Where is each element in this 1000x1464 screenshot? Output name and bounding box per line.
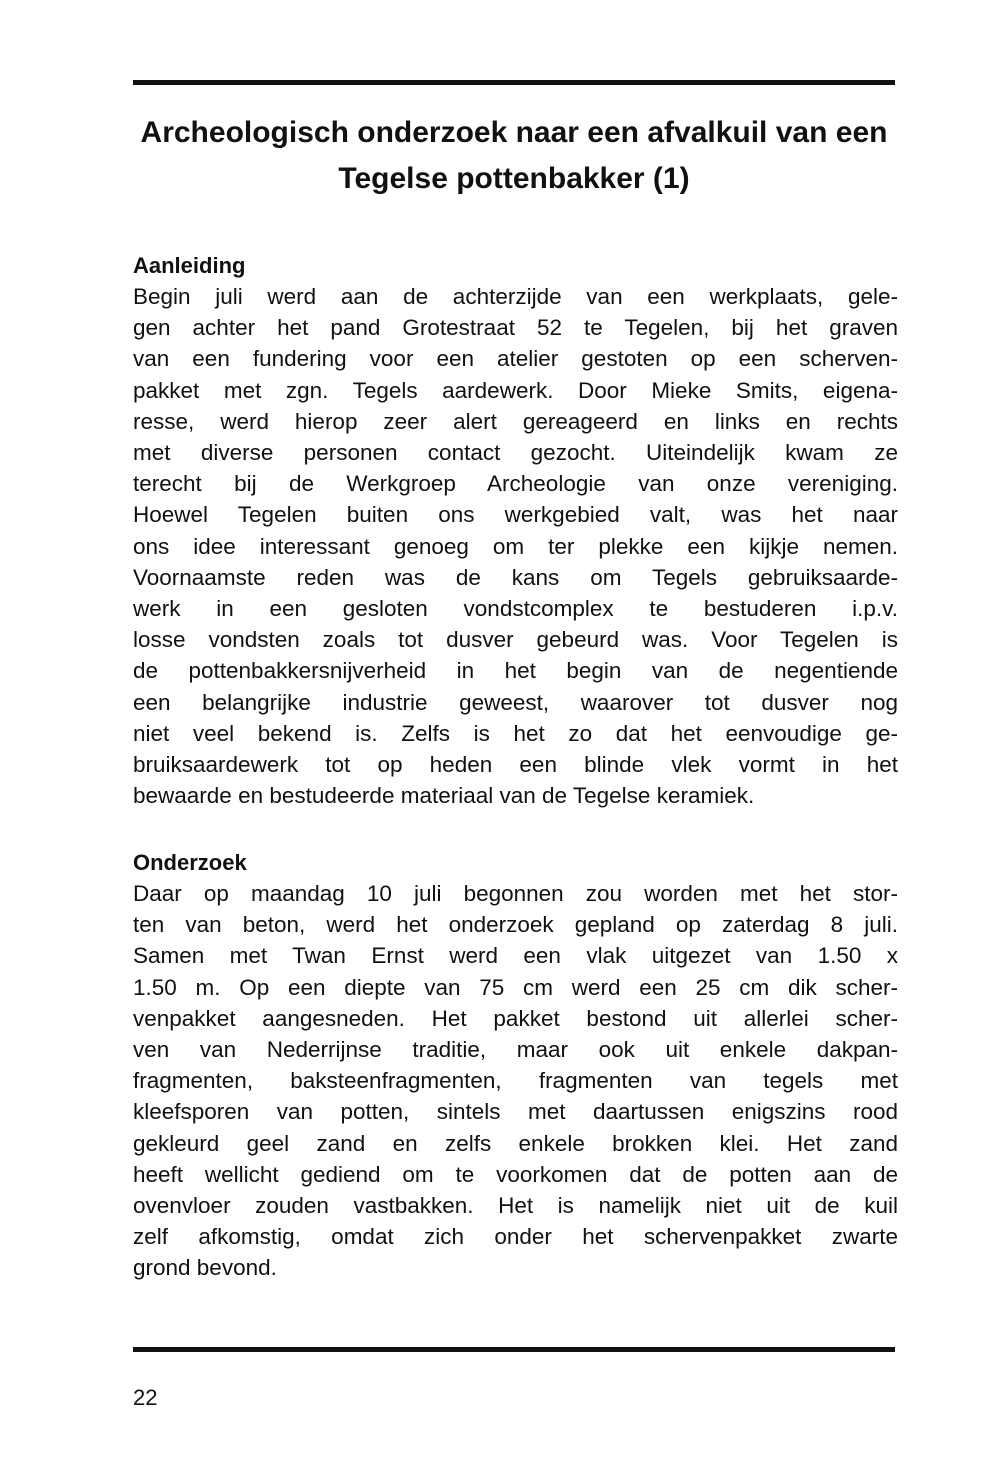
- text-line: gen achter het pand Grotestraat 52 te Tegelen, bij het graven: [133, 315, 898, 341]
- text-line: Begin juli werd aan de achterzijde van een werkplaats, gele-: [133, 284, 898, 309]
- text-line: ten van beton, werd het onderzoek gepland op zaterdag 8 juli.: [133, 912, 898, 938]
- text-line: venpakket aangesneden. Het pakket bestond uit allerlei scher-: [133, 1005, 898, 1031]
- text-line: een belangrijke industrie geweest, waarover tot dusver nog: [133, 689, 898, 715]
- top-rule: [133, 80, 895, 85]
- text-line: niet veel bekend is. Zelfs is het zo dat het eenvoudige ge-: [133, 720, 898, 746]
- text-line: Voornaamste reden was de kans om Tegels gebruiksaarde-: [133, 564, 898, 590]
- text-line: ovenvloer zouden vastbakken. Het is namelijk niet uit de kuil: [133, 1193, 898, 1219]
- text-line: Daar op maandag 10 juli begonnen zou worden met het stor-: [133, 881, 898, 906]
- text-line: 1.50 m. Op een diepte van 75 cm werd een 25 cm dik scher-: [133, 974, 898, 1000]
- section-heading: Onderzoek: [133, 850, 247, 875]
- text-line: bewaarde en bestudeerde materiaal van de Tegelse keramiek.: [133, 783, 755, 809]
- text-line: grond bevond.: [133, 1255, 277, 1281]
- text-line: ons idee interessant genoeg om ter plekke een kijkje nemen.: [133, 533, 898, 559]
- section-aanleiding: [133, 250, 898, 811]
- title-line: Tegelse pottenbakker (1): [338, 162, 690, 195]
- text-line: zelf afkomstig, omdat zich onder het schervenpakket zwarte: [133, 1224, 898, 1250]
- text-line: bruiksaardewerk tot op heden een blinde vlek vormt in het: [133, 752, 898, 778]
- title-line: Archeologisch onderzoek naar een afvalkuil van een: [140, 116, 888, 149]
- article-title: [133, 110, 895, 202]
- text-line: ven van Nederrijnse traditie, maar ook uit enkele dakpan-: [133, 1037, 898, 1063]
- text-line: losse vondsten zoals tot dusver gebeurd was. Voor Tegelen is: [133, 627, 898, 653]
- text-line: met diverse personen contact gezocht. Uiteindelijk kwam ze: [133, 440, 898, 466]
- text-line: kleefsporen van potten, sintels met daartussen enigszins rood: [133, 1099, 898, 1125]
- bottom-rule: [133, 1347, 895, 1352]
- section-onderzoek: [133, 847, 898, 1284]
- text-line: van een fundering voor een atelier gestoten op een scherven-: [133, 346, 898, 372]
- page-number: 22: [133, 1385, 158, 1410]
- text-line: resse, werd hierop zeer alert gereageerd en links en rechts: [133, 408, 898, 434]
- text-line: de pottenbakkersnijverheid in het begin van de negentiende: [133, 658, 898, 684]
- text-line: gekleurd geel zand en zelfs enkele brokken klei. Het zand: [133, 1130, 898, 1156]
- text-line: pakket met zgn. Tegels aardewerk. Door Mieke Smits, eigena-: [133, 377, 898, 403]
- text-line: terecht bij de Werkgroep Archeologie van onze vereniging.: [133, 471, 898, 497]
- section-body: [133, 878, 898, 1284]
- text-line: Samen met Twan Ernst werd een vlak uitgezet van 1.50 x: [133, 943, 898, 969]
- text-line: heeft wellicht gediend om te voorkomen dat de potten aan de: [133, 1161, 898, 1187]
- text-line: werk in een gesloten vondstcomplex te bestuderen i.p.v.: [133, 596, 898, 622]
- text-line: fragmenten, baksteenfragmenten, fragmenten van tegels met: [133, 1068, 898, 1094]
- text-line: Hoewel Tegelen buiten ons werkgebied valt, was het naar: [133, 502, 898, 528]
- section-heading: Aanleiding: [133, 253, 246, 278]
- section-body: [133, 281, 898, 811]
